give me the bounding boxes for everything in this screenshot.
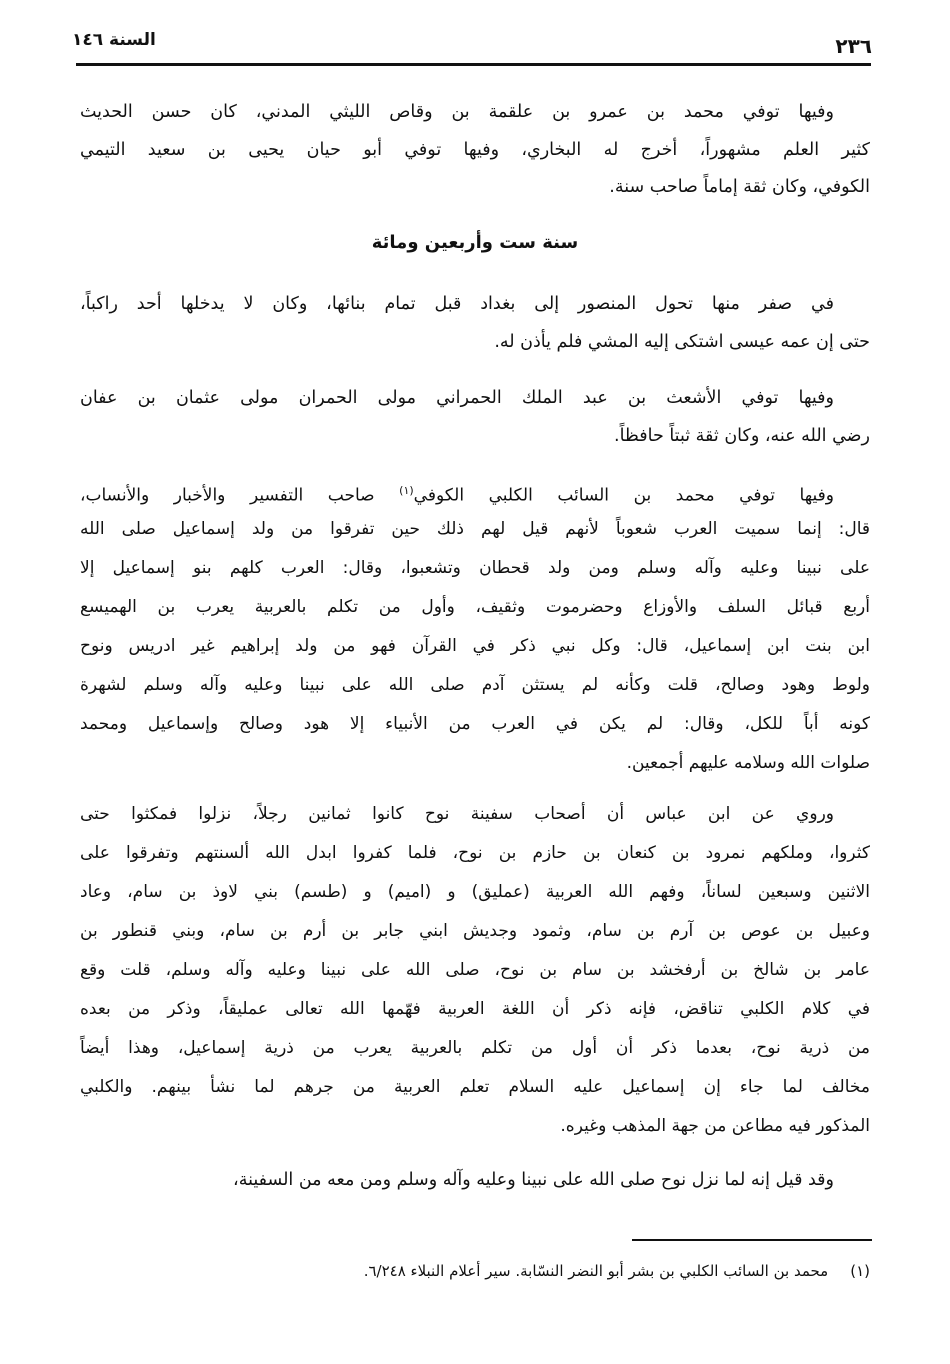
text-line: وفيها توفي محمد بن عمرو بن علقمة بن وقاص الليثي المدني، كان حسن الحديث xyxy=(80,102,834,122)
footnote-number: (١) xyxy=(850,1262,870,1280)
text-line: عامر بن شالخ بن أرفخشد بن سام بن نوح، صلى الله على نبينا وعليه وآله وسلم، قلت وقع xyxy=(80,960,870,980)
paragraph-6 xyxy=(80,1162,870,1200)
text-line: وقد قيل إنه لما نزل نوح صلى الله على نبينا وعليه وآله وسلم ومن معه من السفينة، xyxy=(233,1170,834,1190)
footnote-rule xyxy=(632,1239,872,1241)
paragraph-5 xyxy=(80,795,870,1146)
footnote-text: محمد بن السائب الكلبي بن بشر أبو النضر النسّابة. سير أعلام النبلاء ٦/٢٤٨. xyxy=(363,1262,829,1280)
text-line: وفيها توفي الأشعث بن عبد الملك الحمراني مولى الحمران مولى عثمان بن عفان xyxy=(80,388,834,408)
footnote-marker[interactable]: (١) xyxy=(399,484,414,497)
text-line xyxy=(80,472,870,510)
paragraph-4 xyxy=(80,472,870,783)
page-number: ٢٣٦ xyxy=(835,34,872,58)
text-line: حتى إن عمه عيسى اشتكى إليه المشي فلم يأذن له. xyxy=(494,331,870,352)
text-line: ولوط وهود وصالح، قلت وكأنه لم يستثن آدم صلى الله على نبينا وعليه وآله وسلم لشهرة xyxy=(80,674,870,695)
text-line: من ذرية نوح، بعدما ذكر أن أول من تكلم بالعربية يعرب من ذرية إسماعيل، وهذا أيضاً xyxy=(80,1038,870,1058)
text-line: المذكور فيه مطاعن من جهة المذهب وغيره. xyxy=(560,1116,870,1136)
text-line: رضي الله عنه، وكان ثقة ثبتاً حافظاً. xyxy=(614,425,870,446)
text-line: ابن بنت ابن إسماعيل، قال: وكل نبي ذكر في القرآن فهو من ولد إبراهيم غير ادريس ونوح xyxy=(80,635,870,656)
running-header xyxy=(72,28,872,62)
text-line: مخالف لما جاء إن إسماعيل عليه السلام تعلم العربية من جرهم لما نشأ بينهم. والكلبي xyxy=(80,1077,870,1097)
text-line: على نبينا وعليه وآله وسلم ومن ولد قحطان وتشعبوا، وقال: العرب كلهم بنو إسماعيل إلا xyxy=(80,557,870,578)
text-line: وروي عن ابن عباس أن أصحاب سفينة نوح كانوا ثمانين رجلاً، نزلوا فمكثوا حتى xyxy=(80,804,834,824)
text-segment: وفيها توفي محمد بن السائب الكلبي الكوفي xyxy=(413,485,834,506)
text-line: في كلام الكلبي تناقض، فإنه ذكر أن اللغة العربية فهّمها الله تعالى عمليقاً، وذكر من بعده xyxy=(80,999,870,1019)
text-line: في صفر منها تحول المنصور إلى بغداد قبل تمام بنائها، وكان لا يدخلها أحد راكباً، xyxy=(80,294,834,314)
text-segment: صاحب التفسير والأخبار والأنساب، xyxy=(80,485,400,506)
paragraph-1 xyxy=(80,94,870,207)
section-heading: سنة ست وأربعين ومائة xyxy=(371,232,579,253)
text-line: كثروا، وملكهم نمرود بن كنعان بن حازم بن نوح، فلما كفروا ابدل الله ألسنتهم وتفرقوا على xyxy=(80,843,870,863)
text-line: قال: إنما سميت العرب شعوباً لأنهم قيل لهم ذلك حين تفرقوا من ولد إسماعيل صلى الله xyxy=(80,518,870,539)
text-line: صلوات الله وسلامه عليهم أجمعين. xyxy=(626,752,870,773)
text-line: الكوفي، وكان ثقة إماماً صاحب سنة. xyxy=(609,177,870,197)
text-line: وعبيل بن عوص بن آرم بن سام، وثمود وجديش ابني جابر بن أرم بن سام، وبني قنطور بن xyxy=(80,921,870,941)
paragraph-3 xyxy=(80,380,870,455)
paragraph-2 xyxy=(80,286,870,361)
text-line: كونه أباً للكل، وقال: لم يكن في العرب من الأنبياء إلا هود وصالح وإسماعيل ومحمد xyxy=(80,713,870,734)
footnote xyxy=(80,1262,870,1280)
text-line: أربع قبائل السلف والأوزاع وحضرموت وثقيف، وأول من تكلم بالعربية يعرب بن الهميسع xyxy=(80,596,870,617)
year-label: السنة ١٤٦ xyxy=(72,30,156,50)
text-line: كثير العلم مشهوراً، أخرج له البخاري، وفيها توفي أبو حيان يحيى بن سعيد التيمي xyxy=(80,139,870,160)
header-rule xyxy=(76,63,871,66)
text-line: الاثنين وسبعين لساناً، وفهم الله العربية (عمليق) و (اميم) و (طسم) بني لاوذ بن سام، وعاد xyxy=(80,882,870,902)
